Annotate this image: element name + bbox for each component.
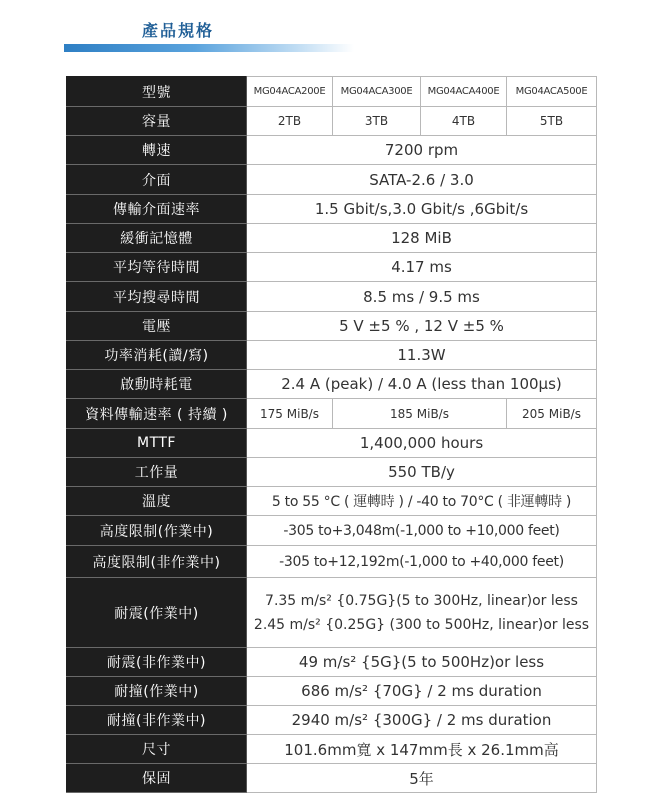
spec-row-mttf [67,429,597,458]
spec-row-altitude-nonop [67,546,597,578]
spec-label: 高度限制(非作業中) [67,546,247,578]
spec-value: 128 MiB [247,224,597,253]
spec-row-cache [67,224,597,253]
spec-label: 尺寸 [67,735,247,764]
spec-row-interface-rate [67,195,597,224]
capacity-cell: 5TB [507,107,597,136]
spec-row-model [67,77,597,107]
spec-value: 2.4 A (peak) / 4.0 A (less than 100μs) [247,370,597,399]
spec-row-seek [67,282,597,312]
spec-value: 686 m/s² {70G} / 2 ms duration [247,677,597,706]
spec-value: 5年 [247,764,597,793]
spec-label: 型號 [67,77,247,107]
transfer-cell: 205 MiB/s [507,399,597,429]
spec-row-vibration-nonop [67,648,597,677]
spec-label: 高度限制(作業中) [67,516,247,546]
spec-row-temperature [67,487,597,516]
spec-value: -305 to+12,192m(-1,000 to +40,000 feet) [247,546,597,578]
capacity-cell: 2TB [247,107,333,136]
spec-label: 耐撞(作業中) [67,677,247,706]
spec-row-interface [67,165,597,195]
spec-value: 5 to 55 °C ( 運轉時 ) / -40 to 70°C ( 非運轉時 ) [247,487,597,516]
spec-row-altitude-op [67,516,597,546]
spec-row-latency [67,253,597,282]
spec-row-size [67,735,597,764]
spec-label: 傳輸介面速率 [67,195,247,224]
spec-label: 耐震(作業中) [67,578,247,648]
spec-value: -305 to+3,048m(-1,000 to +10,000 feet) [247,516,597,546]
spec-label: 耐震(非作業中) [67,648,247,677]
spec-value: 550 TB/y [247,458,597,487]
spec-row-warranty [67,764,597,793]
transfer-cell: 175 MiB/s [247,399,333,429]
spec-label: 保固 [67,764,247,793]
spec-row-voltage [67,312,597,341]
capacity-cell: 3TB [333,107,421,136]
spec-value: 11.3W [247,341,597,370]
model-cell: MG04ACA200E [247,77,333,107]
spec-value: 4.17 ms [247,253,597,282]
spec-label: 平均等待時間 [67,253,247,282]
spec-label: 啟動時耗電 [67,370,247,399]
spec-label: 電壓 [67,312,247,341]
spec-row-rpm [67,136,597,165]
spec-value: 1.5 Gbit/s,3.0 Gbit/s ,6Gbit/s [247,195,597,224]
spec-label: 平均搜尋時間 [67,282,247,312]
spec-row-power [67,341,597,370]
spec-value: 1,400,000 hours [247,429,597,458]
spec-label: 溫度 [67,487,247,516]
spec-row-shock-nonop [67,706,597,735]
spec-row-capacity [67,107,597,136]
spec-value: 2940 m/s² {300G} / 2 ms duration [247,706,597,735]
spec-row-vibration-op [67,578,597,648]
capacity-cell: 4TB [421,107,507,136]
spec-value: 101.6mm寬 x 147mm長 x 26.1mm高 [247,735,597,764]
spec-label: 介面 [67,165,247,195]
spec-label: 功率消耗(讀/寫) [67,341,247,370]
model-cell: MG04ACA500E [507,77,597,107]
spec-row-shock-op [67,677,597,706]
spec-table [66,76,597,793]
spec-row-workload [67,458,597,487]
spec-value: 8.5 ms / 9.5 ms [247,282,597,312]
spec-label: 工作量 [67,458,247,487]
transfer-cell: 185 MiB/s [333,399,507,429]
spec-value: 7200 rpm [247,136,597,165]
spec-label: 緩衝記憶體 [67,224,247,253]
spec-value [247,578,597,648]
spec-row-transfer-rate [67,399,597,429]
spec-value: 5 V ±5 % , 12 V ±5 % [247,312,597,341]
spec-label: 容量 [67,107,247,136]
spec-label: 轉速 [67,136,247,165]
spec-row-startup-power [67,370,597,399]
model-cell: MG04ACA300E [333,77,421,107]
page-title: 產品規格 [142,21,215,40]
model-cell: MG04ACA400E [421,77,507,107]
title-underline-bar [64,44,354,52]
spec-label: 資料傳輸速率 ( 持續 ) [67,399,247,429]
vibration-line: 2.45 m/s² {0.25G} (300 to 500Hz, linear)or less [253,616,590,633]
spec-value: SATA-2.6 / 3.0 [247,165,597,195]
spec-label: 耐撞(非作業中) [67,706,247,735]
vibration-line: 7.35 m/s² {0.75G}(5 to 300Hz, linear)or less [265,592,578,609]
spec-value: 49 m/s² {5G}(5 to 500Hz)or less [247,648,597,677]
spec-label: MTTF [67,429,247,458]
